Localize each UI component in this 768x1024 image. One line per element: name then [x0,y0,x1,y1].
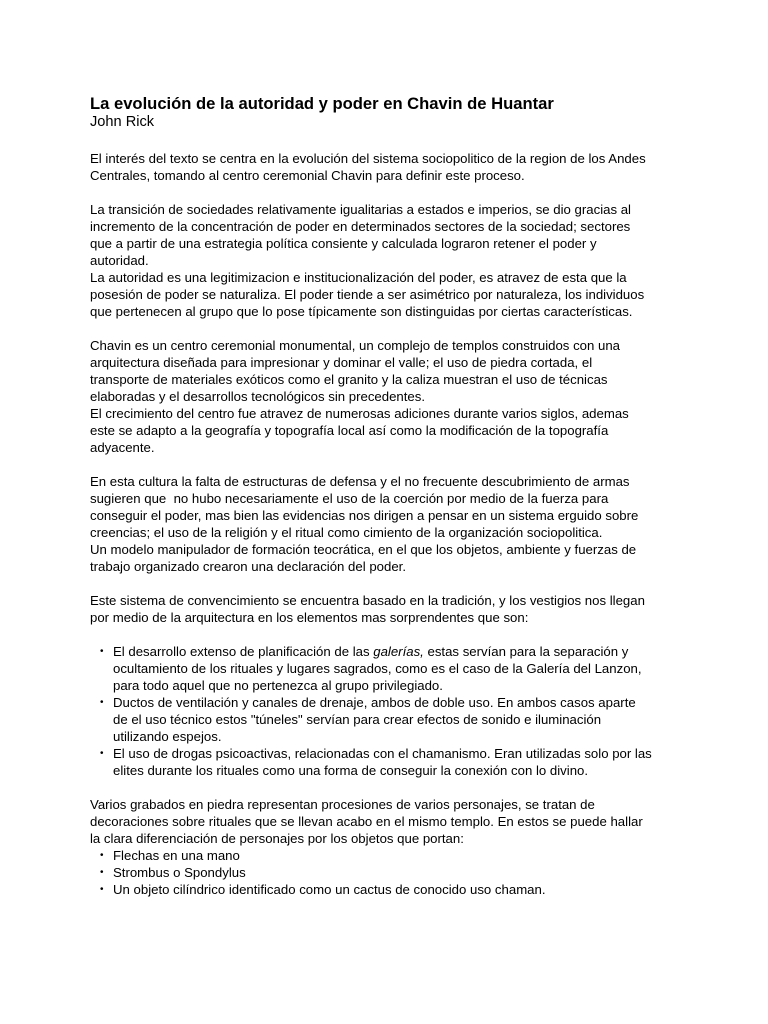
bullet-icon: • [100,748,104,759]
list-item [90,847,690,864]
text-line: trabajo organizado crearon una declaración del poder. [90,559,406,574]
text-line: utilizando espejos. [113,729,222,744]
list-item [90,643,690,694]
emphasis-text: galerías, [373,644,424,659]
text-line: de el uso técnico estos "túneles" servían para crear efectos de sonido e iluminación [113,712,602,727]
text-line: El interés del texto se centra en la evolución del sistema sociopolitico de la region de los Andes [90,151,646,166]
text-line: elites durante los rituales como una forma de conseguir la conexión con lo divino. [113,763,589,778]
text-line: elaboradas y el desarrollos tecnológicos sin precedentes. [90,389,426,404]
paragraph-culture [90,473,690,575]
text-line: Un modelo manipulador de formación teocrática, en el que los objetos, ambiente y fuerzas de [90,542,637,557]
document-page [90,94,690,898]
text-line [113,643,690,660]
text-line: Ductos de ventilación y canales de drenaje, ambos de doble uso. En ambos casos aparte [113,695,636,710]
text-line: por medio de la arquitectura en los elementos mas sorprendentes que son: [90,610,529,625]
text-segment: estas servían para la separación y [423,644,629,659]
text-line: este se adapto a la geografía y topografía local así como la modificación de la topografía [90,423,609,438]
list-item-text: Strombus o Spondylus [113,865,246,880]
bullet-icon: • [100,850,104,861]
paragraph-transition [90,201,690,320]
paragraph-system [90,592,690,626]
text-line: que a partir de una estrategia política consiente y calculada lograron retener el poder y [90,236,597,251]
text-line: La transición de sociedades relativamente igualitarias a estados e imperios, se dio gracias al [90,202,631,217]
text-line: adyacente. [90,440,155,455]
text-segment: El desarrollo extenso de planificación de las [113,644,374,659]
list-item [90,745,690,779]
architecture-elements-list [90,643,690,779]
carried-objects-list [90,847,690,898]
text-line: para todo aquel que no pertenezca al grupo privilegiado. [113,678,443,693]
text-line: La autoridad es una legitimizacion e institucionalización del poder, es atravez de esta que la [90,270,627,285]
text-line: decoraciones sobre rituales que se llevan acabo en el mismo templo. En estos se puede hallar [90,814,643,829]
document-title: La evolución de la autoridad y poder en Chavin de Huantar [90,94,554,113]
text-line: conseguir el poder, mas bien las evidencias nos dirigen a pensar en un sistema erguido sobre [90,508,639,523]
list-item [90,694,690,745]
text-line: Centrales, tomando al centro ceremonial Chavin para definir este proceso. [90,168,525,183]
list-item-text: Un objeto cilíndrico identificado como un cactus de conocido uso chaman. [113,882,546,897]
text-line: arquitectura diseñada para impresionar y dominar el valle; el uso de piedra cortada, el [90,355,593,370]
text-line: sugieren que no hubo necesariamente el uso de la coerción por medio de la fuerza para [90,491,609,506]
bullet-icon: • [100,646,104,657]
text-line: Chavin es un centro ceremonial monumental, un complejo de templos construidos con una [90,338,620,353]
text-line: transporte de materiales exóticos como el granito y la caliza muestran el uso de técnicas [90,372,608,387]
text-line: posesión de poder se naturaliza. El poder tiende a ser asimétrico por naturaleza, los individuos [90,287,645,302]
paragraph-engravings [90,796,690,847]
bullet-icon: • [100,884,104,895]
text-line: El crecimiento del centro fue atravez de numerosas adiciones durante varios siglos, ademas [90,406,629,421]
document-author: John Rick [90,114,155,130]
list-item-text: Flechas en una mano [113,848,240,863]
text-line: En esta cultura la falta de estructuras de defensa y el no frecuente descubrimiento de armas [90,474,630,489]
text-line: que pertenecen al grupo que lo pose típicamente son distinguidas por ciertas características. [90,304,633,319]
text-line: Este sistema de convencimiento se encuentra basado en la tradición, y los vestigios nos llegan [90,593,645,608]
text-line: Varios grabados en piedra representan procesiones de varios personajes, se tratan de [90,797,595,812]
text-line: autoridad. [90,253,149,268]
text-line: la clara diferenciación de personajes por los objetos que portan: [90,831,464,846]
bullet-icon: • [100,867,104,878]
text-line: incremento de la concentración de poder en determinados sectores de la sociedad; sectores [90,219,631,234]
text-line: creencias; el uso de la religión y el ritual como cimiento de la organización sociopolitica. [90,525,603,540]
bullet-icon: • [100,697,104,708]
paragraph-intro [90,150,690,184]
text-line: El uso de drogas psicoactivas, relacionadas con el chamanismo. Eran utilizadas solo por las [113,746,652,761]
list-item [90,881,690,898]
text-line: ocultamiento de los rituales y lugares sagrados, como es el caso de la Galería del Lanzon, [113,661,642,676]
list-item [90,864,690,881]
paragraph-chavin [90,337,690,456]
